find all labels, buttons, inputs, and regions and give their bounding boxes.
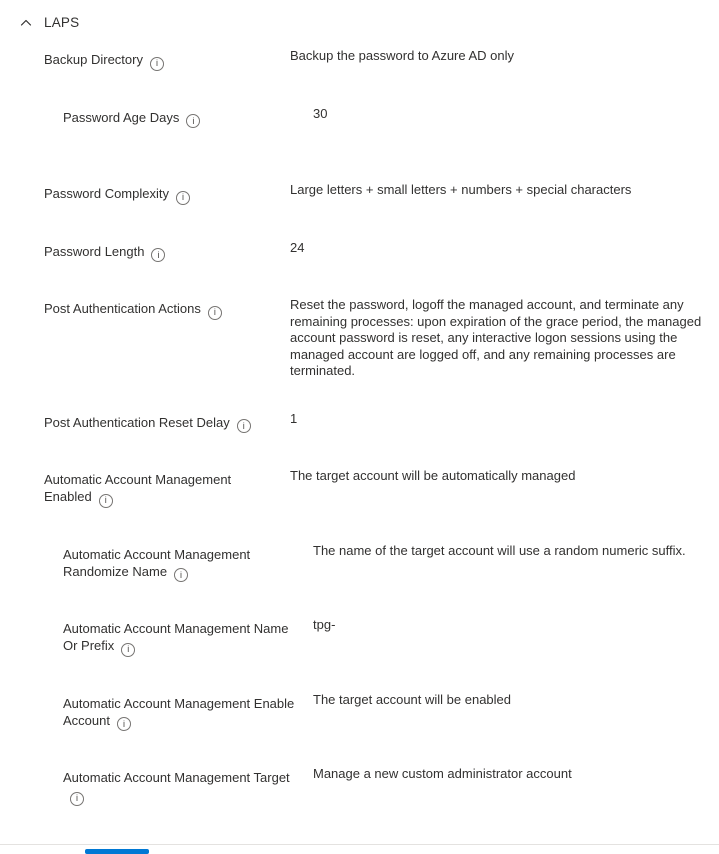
setting-label-text: Post Authentication Reset Delay: [44, 414, 230, 430]
setting-label: [44, 300, 290, 318]
setting-label: [44, 185, 290, 203]
setting-row-automatic-account-management-randomize-name: [0, 542, 719, 581]
setting-row-automatic-account-management-target: [0, 766, 719, 804]
setting-value: Backup the password to Azure AD only: [290, 48, 515, 63]
info-icon[interactable]: i: [121, 643, 135, 657]
setting-value: Large letters + small letters + numbers + special characters: [290, 182, 632, 197]
info-icon[interactable]: i: [70, 792, 84, 806]
setting-label-text: Backup Directory: [44, 52, 143, 67]
setting-label: [44, 51, 290, 69]
setting-row-post-authentication-reset-delay: [0, 410, 719, 432]
info-icon[interactable]: i: [186, 114, 200, 128]
setting-row-password-age-days: [0, 105, 719, 127]
setting-row-automatic-account-management-name-or-prefix: [0, 617, 719, 655]
setting-label-text: Automatic Account Management Enable Account: [63, 695, 295, 728]
horizontal-scrollbar[interactable]: [0, 849, 719, 854]
info-icon[interactable]: i: [150, 57, 164, 71]
setting-label: [63, 695, 313, 730]
setting-value: 24: [290, 239, 305, 255]
setting-label: [63, 620, 313, 655]
info-icon[interactable]: i: [99, 494, 113, 508]
info-icon[interactable]: i: [117, 717, 131, 731]
setting-label-text: Password Age Days: [63, 109, 180, 125]
info-icon[interactable]: i: [151, 248, 165, 262]
setting-value: Reset the password, logoff the managed account, and terminate any remaining processes: upon expiration of the grace period, the managed account password is reset, any interactive logon sessions using the managed account are logged off, and any remaining processes are terminated.: [290, 297, 702, 378]
setting-label-text: Automatic Account Management Enabled: [44, 472, 232, 504]
chevron-up-icon[interactable]: [19, 16, 32, 29]
setting-row-automatic-account-management-enable-account: [0, 691, 719, 730]
setting-value: 1: [290, 410, 298, 426]
setting-label: [44, 471, 290, 506]
info-icon[interactable]: i: [176, 191, 190, 205]
setting-value: tpg-: [313, 617, 336, 632]
setting-label-text: Password Complexity: [44, 186, 169, 201]
info-icon[interactable]: i: [208, 306, 222, 320]
setting-row-password-length: [0, 239, 719, 261]
setting-row-password-complexity: [0, 182, 719, 203]
bottom-divider: [0, 844, 719, 845]
setting-value: The name of the target account will use a random numeric suffix.: [313, 542, 686, 558]
setting-label-text: Automatic Account Management Target: [63, 770, 290, 785]
setting-label-text: Password Length: [44, 243, 145, 259]
setting-label-text: Post Authentication Actions: [44, 301, 201, 316]
setting-label: [63, 109, 313, 127]
setting-row-post-authentication-actions: [0, 297, 719, 380]
setting-label: [44, 243, 290, 261]
setting-value: 30: [313, 105, 328, 121]
setting-value: The target account will be enabled: [313, 691, 512, 707]
setting-label-text: Automatic Account Management Randomize Name: [63, 546, 251, 579]
info-icon[interactable]: i: [174, 568, 188, 582]
setting-value: The target account will be automatically managed: [290, 468, 576, 483]
setting-label: [44, 414, 290, 432]
section-title: LAPS: [44, 15, 80, 30]
section-header-laps[interactable]: [0, 0, 719, 30]
setting-row-backup-directory: [0, 48, 719, 69]
setting-value: Manage a new custom administrator account: [313, 766, 572, 781]
setting-row-automatic-account-management-enabled: [0, 468, 719, 506]
setting-label-text: Automatic Account Management Name Or Prefix: [63, 621, 289, 653]
horizontal-scrollbar-thumb[interactable]: [85, 849, 149, 854]
setting-label: [63, 769, 313, 804]
setting-label: [63, 546, 313, 581]
info-icon[interactable]: i: [237, 419, 251, 433]
